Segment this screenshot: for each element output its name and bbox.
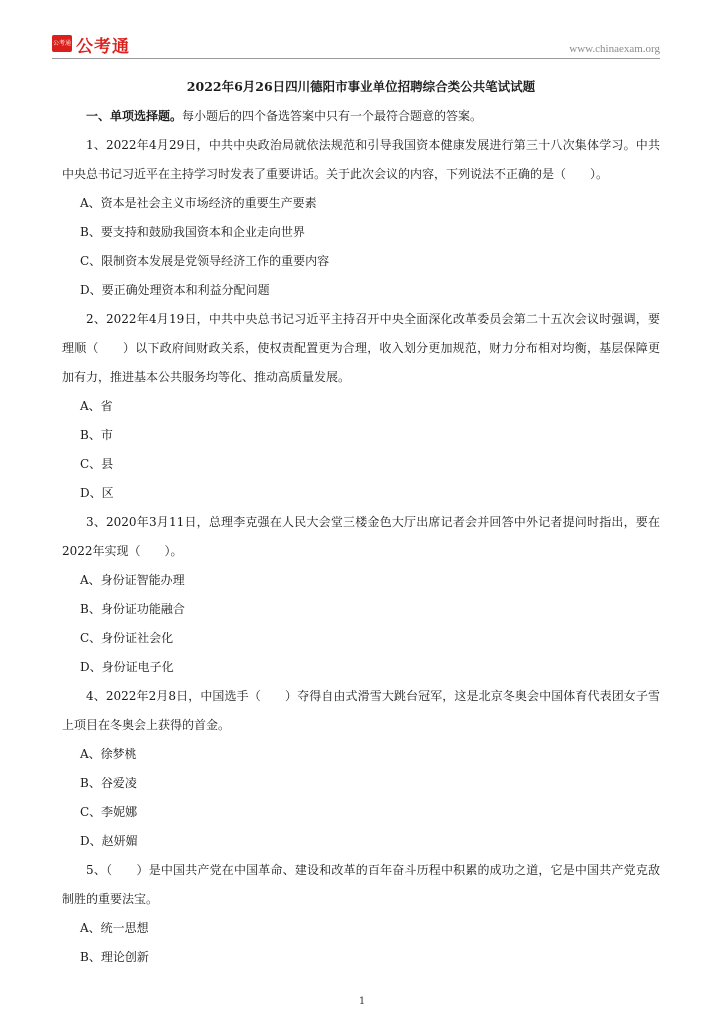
- question-5: 5、（ ）是中国共产党在中国革命、建设和改革的百年奋斗历程中积累的成功之道，它是中国共产党克敌制胜的重要法宝。: [62, 863, 660, 906]
- question-4-option-b: B、谷爱凌: [80, 776, 137, 790]
- section-heading: 一、单项选择题。: [86, 109, 183, 123]
- document-body: [62, 76, 660, 972]
- question-3-option-a: A、身份证智能办理: [80, 573, 185, 587]
- question-2-option-d: D、区: [80, 486, 114, 500]
- question-2-option-b: B、市: [80, 428, 113, 442]
- section-instruction: 每小题后的四个备选答案中只有一个最符合题意的答案。: [182, 109, 483, 123]
- question-1: 1、2022年4月29日，中共中央政治局就依法规范和引导我国资本健康发展进行第三十八次集体学习。中共中央总书记习近平在主持学习时发表了重要讲话。关于此次会议的内容，下列说法不正确的是（ ）。: [62, 138, 660, 181]
- question-1-option-a: A、资本是社会主义市场经济的重要生产要素: [80, 196, 317, 210]
- page-number: 1: [358, 996, 366, 1007]
- logo-badge-icon: 公考通: [52, 35, 72, 52]
- page-header: [52, 30, 660, 60]
- question-5-option-b: B、理论创新: [80, 950, 149, 964]
- site-url[interactable]: www.chinaexam.org: [569, 43, 660, 55]
- question-4: 4、2022年2月8日，中国选手（ ）夺得自由式滑雪大跳台冠军，这是北京冬奥会中国体育代表团女子雪上项目在冬奥会上获得的首金。: [62, 689, 660, 732]
- question-2: 2、2022年4月19日，中共中央总书记习近平主持召开中央全面深化改革委员会第二十五次会议时强调，要理顺（ ）以下政府间财政关系，使权责配置更为合理，收入划分更加规范，财力分布相对均衡，基层保障更加有力，推进基本公共服务均等化、推动高质量发展。: [62, 312, 660, 384]
- question-1-option-c: C、限制资本发展是党领导经济工作的重要内容: [80, 254, 330, 268]
- question-3: 3、2020年3月11日，总理李克强在人民大会堂三楼金色大厅出席记者会并回答中外记者提问时指出，要在2022年实现（ ）。: [62, 515, 660, 558]
- question-1-option-d: D、要正确处理资本和利益分配问题: [80, 283, 270, 297]
- question-1-option-b: B、要支持和鼓励我国资本和企业走向世界: [80, 225, 305, 239]
- question-5-option-a: A、统一思想: [80, 921, 149, 935]
- question-3-option-d: D、身份证电子化: [80, 660, 174, 674]
- question-2-option-c: C、县: [80, 457, 114, 471]
- logo-text: 公考通: [76, 37, 130, 57]
- question-4-option-d: D、赵妍媚: [80, 834, 138, 848]
- question-2-option-a: A、省: [80, 399, 113, 413]
- document-title: 2022年6月26日四川德阳市事业单位招聘综合类公共笔试试题: [186, 79, 536, 94]
- section-intro: [62, 102, 660, 131]
- question-3-option-c: C、身份证社会化: [80, 631, 174, 645]
- question-3-option-b: B、身份证功能融合: [80, 602, 185, 616]
- question-4-option-c: C、李妮娜: [80, 805, 138, 819]
- question-4-option-a: A、徐梦桃: [80, 747, 137, 761]
- header-divider: [52, 58, 660, 59]
